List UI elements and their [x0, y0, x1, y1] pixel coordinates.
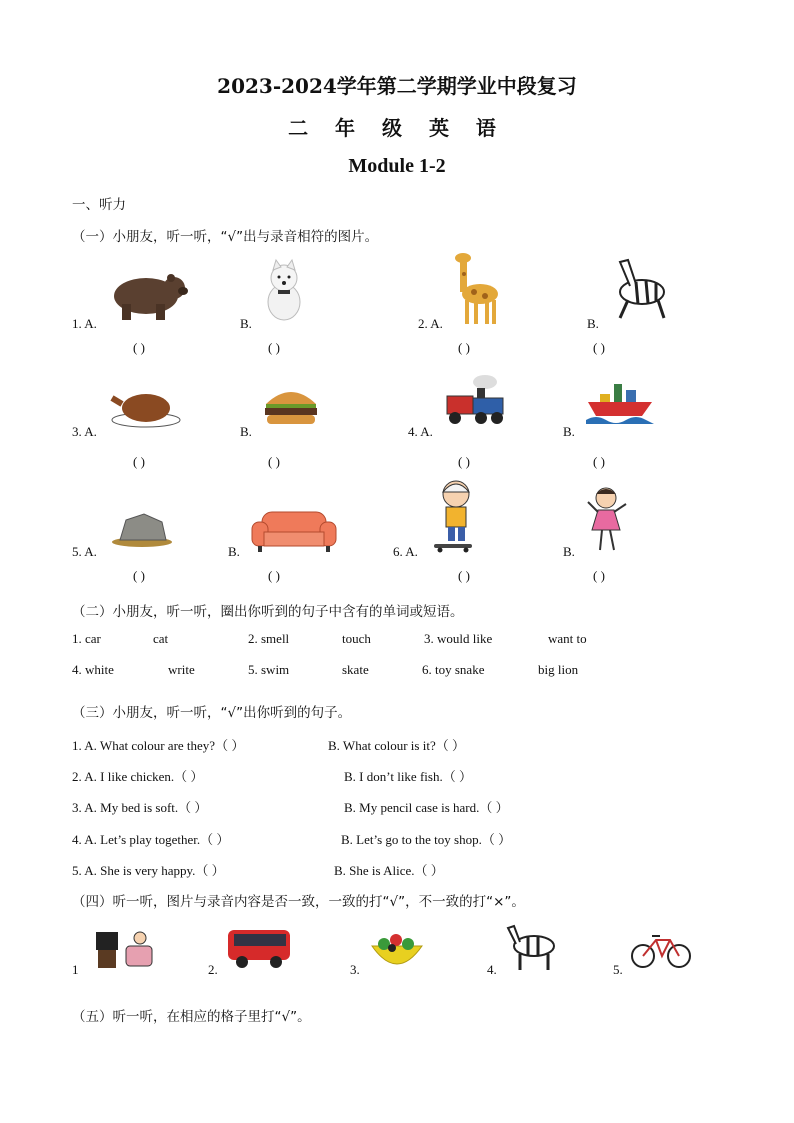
- word-option[interactable]: 5. swim: [248, 662, 290, 677]
- section-listening: 一、听力: [72, 197, 126, 213]
- word-option[interactable]: big lion: [538, 662, 579, 677]
- answer-paren[interactable]: ( ): [133, 568, 145, 583]
- answer-paren[interactable]: ( ): [268, 340, 280, 355]
- sentence-option[interactable]: B. Let’s go to the toy shop.（ ）: [341, 832, 512, 847]
- option-label: 4. A.: [408, 424, 433, 439]
- option-label: 3. A.: [72, 424, 97, 439]
- answer-paren[interactable]: ( ): [593, 568, 605, 583]
- salad-icon: [370, 930, 424, 972]
- skateboard-boy-icon: [428, 478, 478, 554]
- page-subtitle: 二 年 级 英 语: [288, 116, 506, 140]
- option-label: B.: [240, 316, 252, 331]
- hamburger-icon: [262, 384, 320, 428]
- option-label: B.: [563, 424, 575, 439]
- dancing-girl-icon: [586, 484, 630, 554]
- part3-instruction: （三）小朋友，听一听，“√”出你听到的句子。: [72, 705, 352, 721]
- answer-paren[interactable]: ( ): [458, 454, 470, 469]
- option-label: 1. A.: [72, 316, 97, 331]
- sentence-option[interactable]: 3. A. My bed is soft.（ ）: [72, 800, 208, 815]
- bicycle-icon: [630, 930, 692, 970]
- option-label: 5. A.: [72, 544, 97, 559]
- bus-icon: [226, 926, 292, 970]
- word-option[interactable]: want to: [548, 631, 587, 646]
- part2-instruction: （二）小朋友，听一听，圈出你听到的句子中含有的单词或短语。: [72, 604, 464, 620]
- option-label: B.: [587, 316, 599, 331]
- sentence-option[interactable]: B. My pencil case is hard.（ ）: [344, 800, 509, 815]
- option-label: 6. A.: [393, 544, 418, 559]
- sofa-icon: [250, 508, 338, 554]
- sentence-option[interactable]: B. What colour is it?（ ）: [328, 738, 465, 753]
- word-option[interactable]: 6. toy snake: [422, 662, 485, 677]
- answer-paren[interactable]: ( ): [458, 340, 470, 355]
- answer-paren[interactable]: ( ): [268, 454, 280, 469]
- part5-instruction: （五）听一听，在相应的格子里打“√”。: [72, 1009, 311, 1025]
- word-option[interactable]: 4. white: [72, 662, 114, 677]
- answer-paren[interactable]: ( ): [268, 568, 280, 583]
- part1-instruction: （一）小朋友，听一听，“√”出与录音相符的图片。: [72, 229, 379, 245]
- sentence-option[interactable]: 1. A. What colour are they?（ ）: [72, 738, 245, 753]
- option-label: B.: [240, 424, 252, 439]
- item-label: 4.: [487, 962, 497, 977]
- item-label: 2.: [208, 962, 218, 977]
- sentence-option[interactable]: 5. A. She is very happy.（ ）: [72, 863, 225, 878]
- item-label: 5.: [613, 962, 623, 977]
- zebra-icon: [606, 252, 670, 322]
- word-option[interactable]: skate: [342, 662, 369, 677]
- answer-paren[interactable]: ( ): [133, 454, 145, 469]
- item-label: 3.: [350, 962, 360, 977]
- word-option[interactable]: 3. would like: [424, 631, 493, 646]
- option-label: B.: [563, 544, 575, 559]
- answer-paren[interactable]: ( ): [133, 340, 145, 355]
- rock-icon: [110, 506, 174, 548]
- word-option[interactable]: write: [168, 662, 195, 677]
- page-title: 2023-2024学年第二学期学业中段复习: [217, 74, 577, 98]
- part4-instruction: （四）听一听，图片与录音内容是否一致，一致的打“√”，不一致的打“×”。: [72, 894, 525, 910]
- zebra-icon: [504, 922, 558, 972]
- sentence-option[interactable]: 2. A. I like chicken.（ ）: [72, 769, 204, 784]
- sentence-option[interactable]: B. I don’t like fish.（ ）: [344, 769, 472, 784]
- tv-watching-icon: [94, 924, 154, 972]
- toy-train-icon: [443, 374, 509, 430]
- word-option[interactable]: touch: [342, 631, 371, 646]
- word-option[interactable]: 2. smell: [248, 631, 290, 646]
- answer-paren[interactable]: ( ): [593, 454, 605, 469]
- answer-paren[interactable]: ( ): [593, 340, 605, 355]
- module-title: Module 1-2: [348, 155, 446, 177]
- option-label: B.: [228, 544, 240, 559]
- word-option[interactable]: 1. car: [72, 631, 101, 646]
- option-label: 2. A.: [418, 316, 443, 331]
- giraffe-icon: [452, 250, 504, 326]
- answer-paren[interactable]: ( ): [458, 568, 470, 583]
- item-label: 1: [72, 962, 79, 977]
- dog-icon: [262, 258, 306, 322]
- bear-icon: [108, 262, 188, 324]
- roast-chicken-icon: [110, 386, 182, 430]
- word-option[interactable]: cat: [153, 631, 169, 646]
- sentence-option[interactable]: 4. A. Let’s play together.（ ）: [72, 832, 230, 847]
- sentence-option[interactable]: B. She is Alice.（ ）: [334, 863, 444, 878]
- ship-icon: [586, 380, 654, 428]
